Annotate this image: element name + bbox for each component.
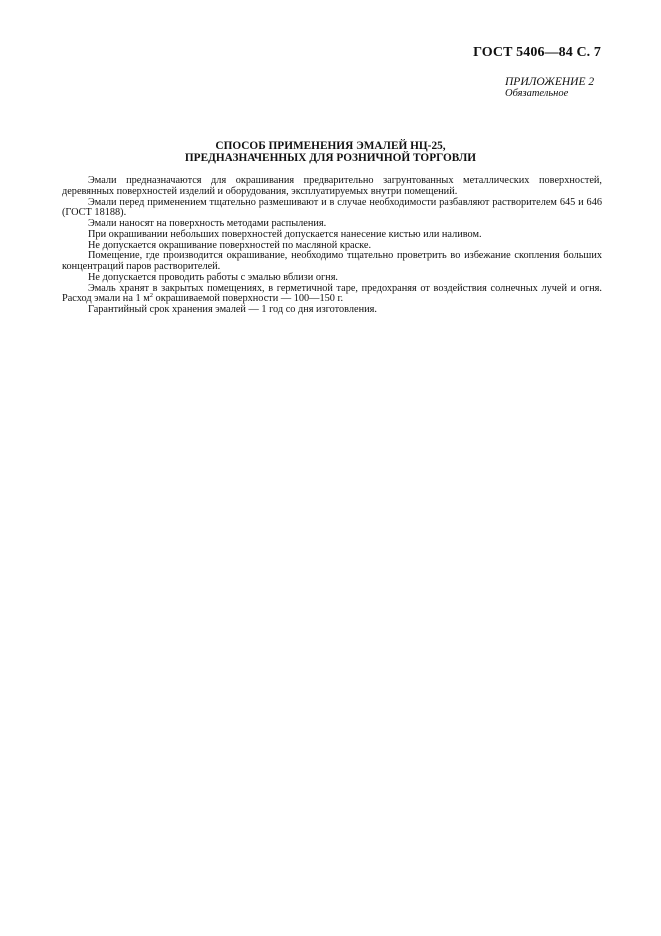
- paragraph: Эмали перед применением тщательно размешивают и в случае необходимости разбавляют растворителем 645 и 646 (ГОСТ 18188).: [62, 196, 602, 219]
- section-title: [0, 140, 661, 164]
- appendix-block: [505, 76, 594, 100]
- warranty-paragraph: Гарантийный срок хранения эмалей — 1 год со дня изготовления.: [88, 304, 377, 315]
- paragraph: Помещение, где производится окрашивание, необходимо тщательно проветрить во избежание скопления больших концентраций паров растворителей.: [62, 250, 602, 272]
- appendix-type: Обязательное: [505, 88, 569, 99]
- document-code: ГОСТ 5406—84 С. 7: [473, 45, 601, 60]
- paragraph: Эмали наносят на поверхность методами распыления.: [88, 218, 327, 229]
- paragraph: При окрашивании небольших поверхностей допускается нанесение кистью или наливом.: [88, 228, 482, 240]
- body-text: [62, 176, 602, 316]
- consumption-text: окрашиваемой поверхности — 100—150 г.: [152, 293, 344, 305]
- appendix-label: ПРИЛОЖЕНИЕ 2: [505, 76, 595, 88]
- title-line-1: СПОСОБ ПРИМЕНЕНИЯ ЭМАЛЕЙ НЦ-25,: [215, 140, 446, 152]
- title-line-2: ПРЕДНАЗНАЧЕННЫХ ДЛЯ РОЗНИЧНОЙ ТОРГОВЛИ: [184, 152, 477, 164]
- paragraph: Не допускается проводить работы с эмалью вблизи огня.: [88, 271, 339, 283]
- paragraph: Эмали предназначаются для окрашивания предварительно загрунтованных металлических поверхностей, деревянных поверхностей изделий и оборудования, эксплуатируемых внутри помещений.: [62, 175, 602, 197]
- storage-text: Эмаль хранят в закрытых помещениях, в герметичной таре, предохраняя от воздействия солнечных лучей и огня. Расход эмали на 1 м: [62, 282, 602, 305]
- storage-paragraph: [62, 284, 602, 306]
- paragraph: Не допускается окрашивание поверхностей по масляной краске.: [88, 239, 372, 251]
- superscript-2: 2: [149, 292, 153, 300]
